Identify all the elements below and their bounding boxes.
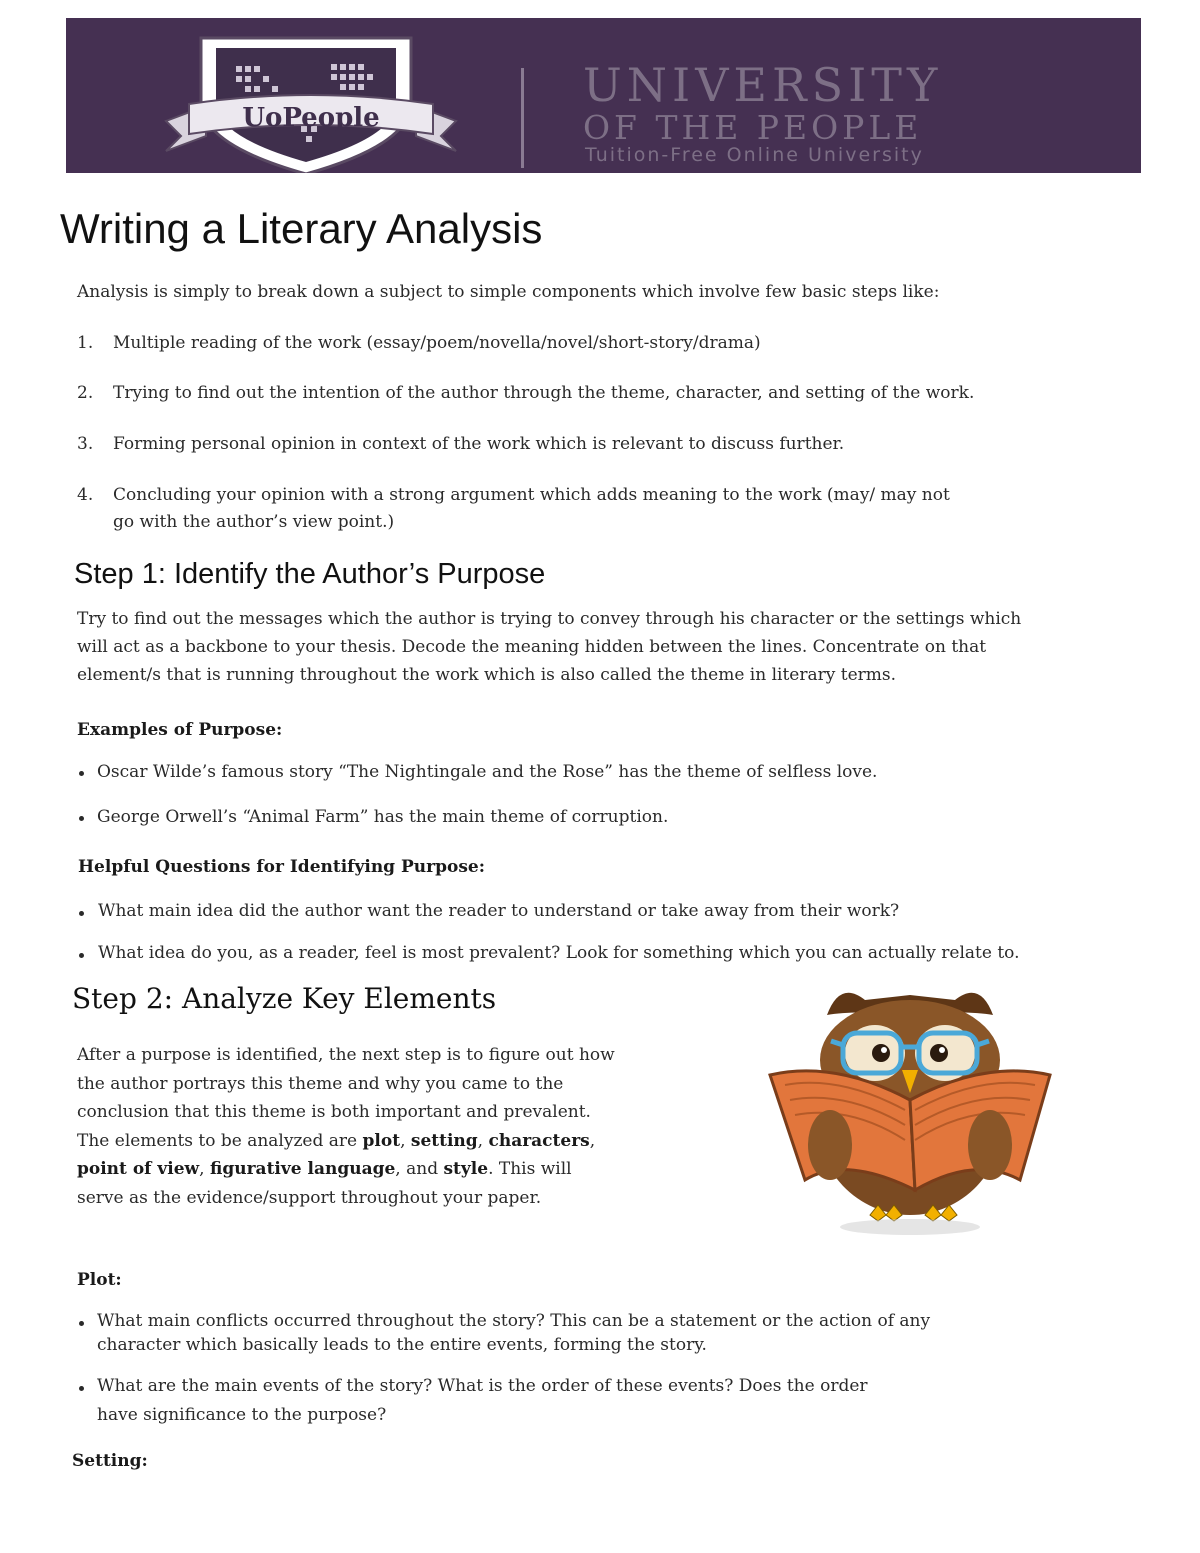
step1-paragraph-line: element/s that is running throughout the work which is also called the theme in literary terms. bbox=[77, 665, 897, 685]
bullet-icon bbox=[79, 953, 84, 958]
element-characters: characters bbox=[488, 1131, 590, 1151]
step-text: Trying to find out the intention of the author through the theme, character, and setting of the work. bbox=[113, 383, 975, 403]
step1-heading: Step 1: Identify the Author’s Purpose bbox=[74, 558, 546, 590]
intro-text: Analysis is simply to break down a subject to simple components which involve few basic steps like: bbox=[77, 282, 940, 302]
bullet-icon bbox=[79, 911, 84, 916]
element-setting: setting bbox=[410, 1131, 478, 1151]
text-run: , and bbox=[395, 1159, 444, 1179]
step2-paragraph-line: conclusion that this theme is both important and prevalent. bbox=[77, 1102, 591, 1122]
university-tagline: Tuition-Free Online University bbox=[585, 144, 924, 166]
setting-heading: Setting: bbox=[72, 1451, 148, 1471]
uopeople-shield-logo bbox=[161, 26, 461, 173]
banner-divider bbox=[521, 68, 524, 168]
question-item: What idea do you, as a reader, feel is most prevalent? Look for something which you can actually relate to. bbox=[98, 943, 1020, 963]
questions-heading: Helpful Questions for Identifying Purpose: bbox=[78, 857, 485, 877]
step-text: Multiple reading of the work (essay/poem/novella/novel/short-story/drama) bbox=[113, 333, 761, 353]
step2-paragraph-line: serve as the evidence/support throughout your paper. bbox=[77, 1188, 542, 1208]
question-item: What main idea did the author want the reader to understand or take away from their work? bbox=[98, 901, 900, 921]
text-run: , bbox=[477, 1131, 489, 1151]
step2-elements-line bbox=[77, 1155, 572, 1183]
page-title: Writing a Literary Analysis bbox=[60, 205, 543, 252]
plot-heading: Plot: bbox=[77, 1270, 122, 1290]
step-number: 4. bbox=[77, 485, 94, 505]
step1-paragraph-line: will act as a backbone to your thesis. Decode the meaning hidden between the lines. Concentrate on that bbox=[77, 637, 987, 657]
element-plot: plot bbox=[362, 1131, 401, 1151]
owl-reading-book-illustration bbox=[765, 975, 1055, 1240]
step-number: 2. bbox=[77, 383, 94, 403]
step-text: Concluding your opinion with a strong argument which adds meaning to the work (may/ may not bbox=[113, 485, 950, 505]
bullet-icon bbox=[79, 771, 84, 776]
element-point-of-view: point of view bbox=[77, 1159, 200, 1179]
logo-text: UoPeople bbox=[242, 103, 380, 133]
text-run: . This will bbox=[488, 1159, 572, 1179]
example-item: George Orwell’s “Animal Farm” has the main theme of corruption. bbox=[97, 807, 669, 827]
step-number: 3. bbox=[77, 434, 94, 454]
bullet-icon bbox=[79, 816, 84, 821]
plot-item-line: What are the main events of the story? What is the order of these events? Does the order bbox=[97, 1376, 868, 1396]
university-name-line1: UNIVERSITY bbox=[583, 58, 943, 112]
step2-heading: Step 2: Analyze Key Elements bbox=[72, 982, 497, 1015]
element-style: style bbox=[443, 1159, 489, 1179]
step2-elements-line bbox=[77, 1127, 595, 1155]
bullet-icon bbox=[79, 1386, 84, 1391]
header-banner bbox=[66, 18, 1141, 173]
step-text: Forming personal opinion in context of the work which is relevant to discuss further. bbox=[113, 434, 845, 454]
element-figurative-language: figurative language bbox=[209, 1159, 396, 1179]
plot-item-line: have significance to the purpose? bbox=[97, 1405, 387, 1425]
text-run: , bbox=[400, 1131, 411, 1151]
text-run: , bbox=[199, 1159, 210, 1179]
step2-paragraph-line: the author portrays this theme and why you came to the bbox=[77, 1074, 564, 1094]
bullet-icon bbox=[79, 1321, 84, 1326]
text-run: , bbox=[589, 1131, 596, 1151]
plot-item-line: character which basically leads to the entire events, forming the story. bbox=[97, 1335, 707, 1355]
examples-heading: Examples of Purpose: bbox=[77, 720, 283, 740]
text-run: The elements to be analyzed are bbox=[77, 1131, 363, 1151]
plot-item-line: What main conflicts occurred throughout the story? This can be a statement or the action of any bbox=[97, 1311, 931, 1331]
step1-paragraph-line: Try to find out the messages which the author is trying to convey through his character or the settings which bbox=[77, 609, 1022, 629]
step2-paragraph-line: After a purpose is identified, the next step is to figure out how bbox=[77, 1045, 615, 1065]
step-number: 1. bbox=[77, 333, 94, 353]
step-text-continued: go with the author’s view point.) bbox=[113, 512, 395, 532]
example-item: Oscar Wilde’s famous story “The Nightingale and the Rose” has the theme of selfless love. bbox=[97, 762, 878, 782]
university-name-line2: OF THE PEOPLE bbox=[583, 108, 923, 147]
